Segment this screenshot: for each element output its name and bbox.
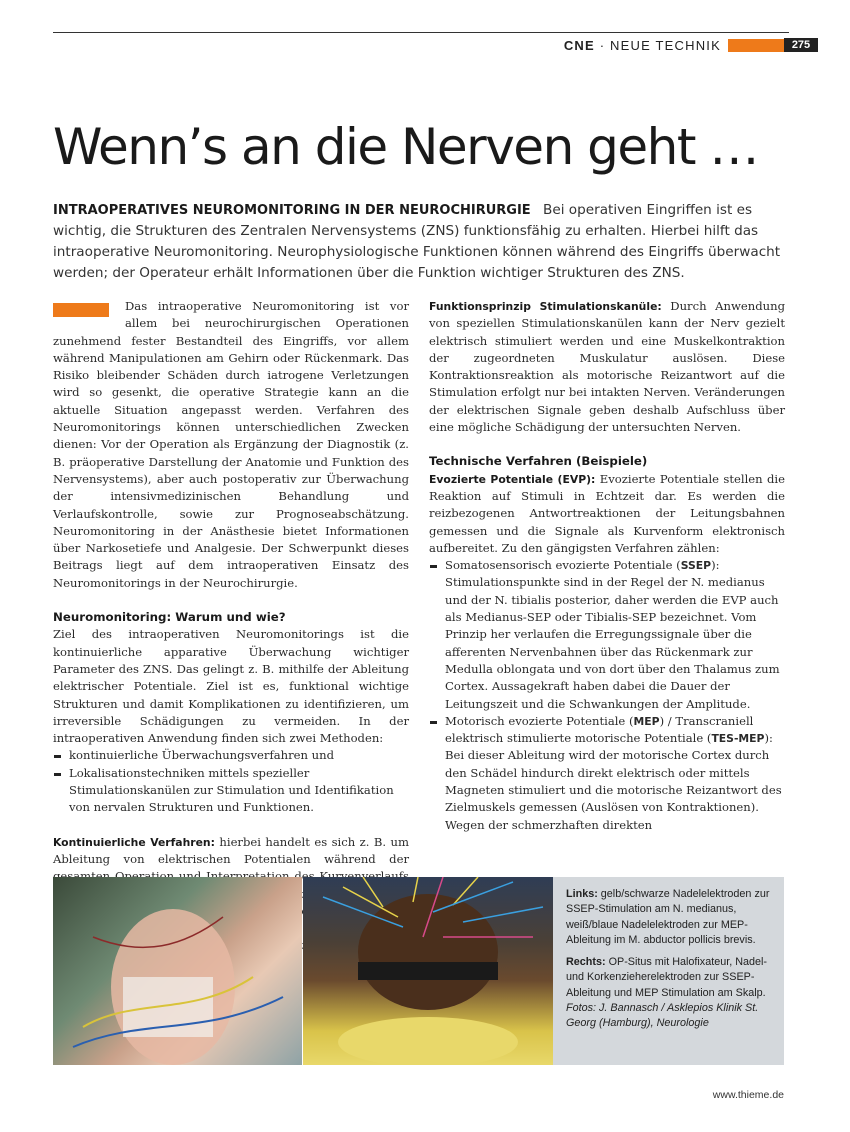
section-header	[564, 38, 721, 53]
ssep-abbr: SSEP	[680, 559, 712, 573]
page-number: 275	[784, 38, 818, 52]
list-item	[429, 557, 785, 713]
scalp-illustration	[303, 877, 553, 1065]
intro-paragraph	[53, 298, 409, 592]
procedures-list	[429, 557, 785, 834]
list-item: kontinuierliche Überwachungsverfahren und	[53, 747, 409, 764]
article-title: Wenn’s an die Nerven geht …	[53, 118, 758, 176]
mep-post: ): Bei dieser Ableitung wird der motorische Cortex durch den Schädel hindurch direkt elektrisch oder mittels Magneten stimuliert und die motorische Reizantwort des Zielmuskels gemessen (Auslösen von Kontraktionen). Wegen der schmerzhaften direkten	[445, 731, 782, 832]
intro-text: Das intraoperative Neuromonitoring ist vor allem bei neurochirurgischen Operationen zunehmend fester Bestandteil des Eingriffs, vor allem während Manipulationen am Gehirn oder Rückenmark. Das Risiko bleibender Schäden durch iatrogene Verletzungen wird so gesenkt, die operative Strategie kann an die aktuelle Situation angepasst werden. Verfahren des Neuromonitorings können unterschiedlichen Zwecken dienen: Vor der Operation als Ergänzung der Diagnostik (z. B. präoperative Darstellung der Anatomie und Funktion des Nervensystems), aber auch postoperativ zur Überwachung der intensivmedizinischen Behandlung und Verlaufskontrolle, sowie zur Prognoseabschätzung. Neuromonitoring in der Anästhesie bietet Informationen über Narkosetiefe und Analgesie. Der Schwerpunkt dieses Beitrags liegt auf dem intraoperativen Einsatz des Neuromonitorings in der Neurochirurgie.	[53, 299, 409, 590]
evp-runin: Evozierte Potentiale (EVP):	[429, 472, 596, 486]
ssep-post: ): Stimulationspunkte sind in der Regel der N. medianus und der N. tibialis posterior, daher werden die EVP auch als Medianus-SEP oder Tibialis-SEP bezeichnet. Vom Prinzip her verlaufen die Erregungssignale über die afferenten Nervenbahnen über das Rückenmark zur Medulla oblongata und von dort über den Thalamus zum Cortex. Aussagekraft haben dabei die Dauer der Leitungszeit und die Schwankungen der Amplitude.	[445, 558, 780, 711]
section-heading-techniques: Technische Verfahren (Beispiele)	[429, 454, 648, 469]
caption-left-text: gelb/schwarze Nadelelektroden zur SSEP-Stimulation am N. medianus, weiß/blaue Nadelelektroden zur MEP-Ableitung im M. abductor pollicis brevis.	[566, 888, 770, 946]
header-separator: ·	[599, 38, 606, 53]
continuous-text: hierbei handelt es sich z. B. um Ableitung von elektrischen Potentialen während der	[53, 834, 410, 866]
lead-kicker: INTRAOPERATIVES NEUROMONITORING IN DER NEUROCHIRURGIE	[53, 203, 531, 218]
caption-left	[566, 887, 774, 948]
lead-text: Bei operativen Eingriffen ist es wichtig, die Strukturen des Zentralen Nervensystems (ZNS) funktionsfähig zu erhalten. Hierbei hilft das intraoperative Neuromonitoring. Neurophysiologische Funktionen können während des Eingriffs überwacht werden; der Operateur erhält Informationen über die Funktion wichtiger Strukturen des ZNS.	[53, 202, 781, 281]
body-column-right	[429, 298, 785, 834]
caption-right-label: Rechts:	[566, 956, 606, 969]
list-item	[429, 713, 785, 834]
intro-accent-bar	[53, 303, 109, 317]
photo-credit: Fotos: J. Bannasch / Asklepios Klinik St. Georg (Hamburg), Neurologie	[566, 1002, 759, 1030]
photo-scalp-electrodes	[303, 877, 553, 1065]
caption-left-label: Links:	[566, 888, 598, 900]
mep-mid: ) / Transcraniell elektrisch stimulierte motorische Potentiale (	[445, 713, 754, 746]
continuous-runin: Kontinuierliche Verfahren:	[53, 835, 215, 849]
accent-bar	[728, 39, 784, 52]
mep-abbr: MEP	[633, 714, 660, 728]
figure-caption	[553, 877, 784, 1065]
caption-right-text: OP-Situs mit Halofixateur, Nadel- und Korkenzieherelektroden zur SSEP-Ableitung und MEP Stimulation am Skalp.	[566, 956, 768, 999]
section-heading-why-how: Neuromonitoring: Warum und wie?	[53, 610, 286, 625]
evp-text: Evozierte Potentiale stellen die Reaktion auf Stimuli in Echtzeit dar. Es werden die reizbezogenen Antwortreaktionen der Leitungsbahnen gemessen und die Signale als Kurvenform elektronisch aufbereitet. Zu den gängigsten Verfahren zählen:	[429, 471, 785, 555]
photo-hand-electrodes	[53, 877, 302, 1065]
top-rule	[53, 32, 789, 33]
hand-illustration	[53, 877, 302, 1065]
lead-paragraph	[53, 200, 793, 284]
caption-right	[566, 955, 774, 1031]
section-label: NEUE TECHNIK	[610, 38, 721, 53]
body-column-left	[53, 298, 409, 972]
tes-mep-abbr: TES-MEP	[711, 732, 765, 746]
principle-text: Durch Anwendung von speziellen Stimulationskanülen kann der Nerv gezielt elektrisch stimuliert werden und eine Muskelkontraktion der zugeordneten Muskulatur auslösen. Diese Kontraktionsreaktion als motorische Reizantwort auf die Stimulation erfolgt nur bei intakten Nerven. Veränderungen der elektrischen Signale geben deshalb Aufschluss über eine mögliche Schädigung der untersuchten Nerven.	[429, 299, 785, 435]
principle-paragraph	[429, 298, 785, 436]
section-why-how-text: Ziel des intraoperativen Neuromonitorings ist die kontinuierliche apparative Überwachung wichtiger Parameter des ZNS. Das gelingt z. B. mithilfe der Ableitung elektrischer Potentiale. Ziel ist es, funktional wichtige Strukturen und damit Komplikationen zu identifizieren, um irreversible Schädigungen zu vermeiden. In der intraoperativen Anwendung finden sich zwei Methoden:	[53, 627, 409, 746]
brand-label: CNE	[563, 38, 595, 53]
footer-url: www.thieme.de	[712, 1089, 784, 1101]
ssep-pre: Somatosensorisch evozierte Potentiale (	[445, 558, 681, 573]
list-item: Lokalisationstechniken mittels spezieller Stimulationskanülen zur Stimulation und Identifikation von nervalen Strukturen und Funktionen.	[53, 765, 409, 817]
methods-list	[53, 747, 409, 816]
mep-pre: Motorisch evozierte Potentiale (	[445, 713, 634, 728]
evp-paragraph	[429, 471, 785, 557]
principle-runin: Funktionsprinzip Stimulationskanüle:	[429, 300, 662, 313]
